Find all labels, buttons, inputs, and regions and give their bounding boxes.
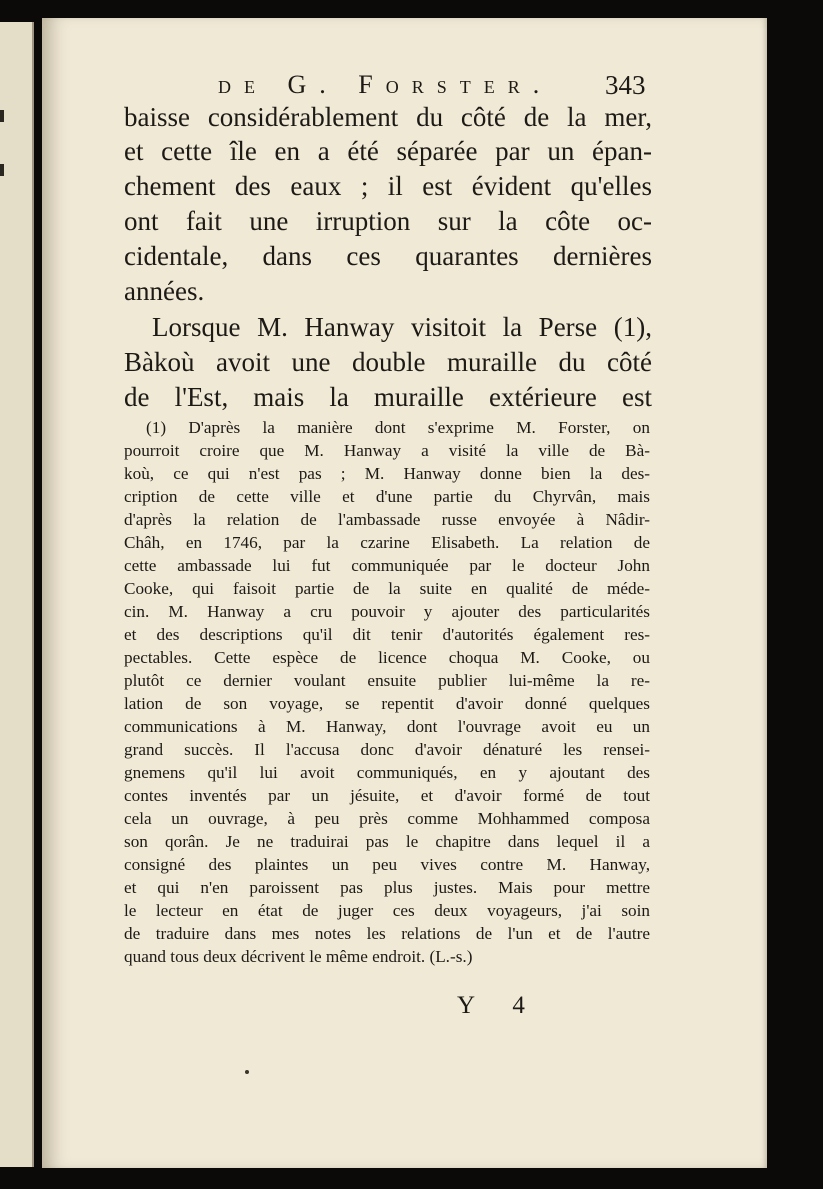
text-line: ont fait une irruption sur la côte oc-: [124, 206, 652, 236]
footnote-line: pectables. Cette espèce de licence choqua M. Cooke, ou: [124, 648, 650, 667]
footnote-line: d'après la relation de l'ambassade russe envoyée à Nâdir-: [124, 510, 650, 529]
footnote-line: cin. M. Hanway a cru pouvoir y ajouter des particularités: [124, 602, 650, 621]
footnote-line: quand tous deux décrivent le même endroit. (L.-s.): [124, 947, 473, 966]
text-line: Bàkoù avoit une double muraille du côté: [124, 347, 652, 377]
footnote-line: communications à M. Hanway, dont l'ouvrage avoit eu un: [124, 717, 650, 736]
footnote-line: (1) D'après la manière dont s'exprime M. Forster, on: [146, 418, 650, 437]
facing-page-edge: [0, 22, 34, 1167]
text-line: Lorsque M. Hanway visitoit la Perse (1),: [152, 312, 652, 342]
footnote-line: cela un ouvrage, à peu près comme Mohhammed composa: [124, 809, 650, 828]
footnote-line: le lecteur en état de juger ces deux voyageurs, j'ai soin: [124, 901, 650, 920]
facing-page-mark: [0, 164, 4, 176]
footnote-line: Châh, en 1746, par la czarine Elisabeth. La relation de: [124, 533, 650, 552]
footnote-line: et qui n'en paroissent pas plus justes. Mais pour mettre: [124, 878, 650, 897]
text-line: cidentale, dans ces quarantes dernières: [124, 241, 652, 271]
footnote-line: consigné des plaintes un peu vives contre M. Hanway,: [124, 855, 650, 874]
ink-speck: [245, 1070, 249, 1074]
footnote-line: Cooke, qui faisoit partie de la suite en qualité de méde-: [124, 579, 650, 598]
text-line: années.: [124, 276, 205, 306]
text-line: et cette île en a été séparée par un épan-: [124, 136, 652, 166]
footnote-line: son qorân. Je ne traduirai pas le chapitre dans lequel il a: [124, 832, 650, 851]
footnote-line: cription de cette ville et d'une partie du Chyrvân, mais: [124, 487, 650, 506]
page-number: 343: [605, 70, 646, 100]
footnote-line: plutôt ce dernier voulant ensuite publier lui-même la re-: [124, 671, 650, 690]
book-page: [42, 18, 767, 1168]
text-line: baisse considérablement du côté de la mer,: [124, 102, 652, 132]
signature-mark: Y 4: [457, 992, 541, 1019]
footnote-line: lation de son voyage, se repentit d'avoir donné quelques: [124, 694, 650, 713]
footnote-line: contes inventés par un jésuite, et d'avoir formé de tout: [124, 786, 650, 805]
footnote-line: gnemens qu'il lui avoit communiqués, en y ajoutant des: [124, 763, 650, 782]
facing-page-mark: [0, 110, 4, 122]
footnote-line: cette ambassade lui fut communiquée par le docteur John: [124, 556, 650, 575]
footnote-line: koù, ce qui n'est pas ; M. Hanway donne bien la des-: [124, 464, 650, 483]
footnote-line: de traduire dans mes notes les relations de l'un et de l'autre: [124, 924, 650, 943]
footnote-line: grand succès. Il l'accusa donc d'avoir dénaturé les rensei-: [124, 740, 650, 759]
footnote-line: pourroit croire que M. Hanway a visité la ville de Bà-: [124, 441, 650, 460]
text-line: chement des eaux ; il est évident qu'elles: [124, 171, 652, 201]
footnote-line: et des descriptions qu'il dit tenir d'autorités également res-: [124, 625, 650, 644]
running-title: de G. Forster.: [218, 70, 553, 99]
text-line: de l'Est, mais la muraille extérieure est: [124, 382, 652, 412]
